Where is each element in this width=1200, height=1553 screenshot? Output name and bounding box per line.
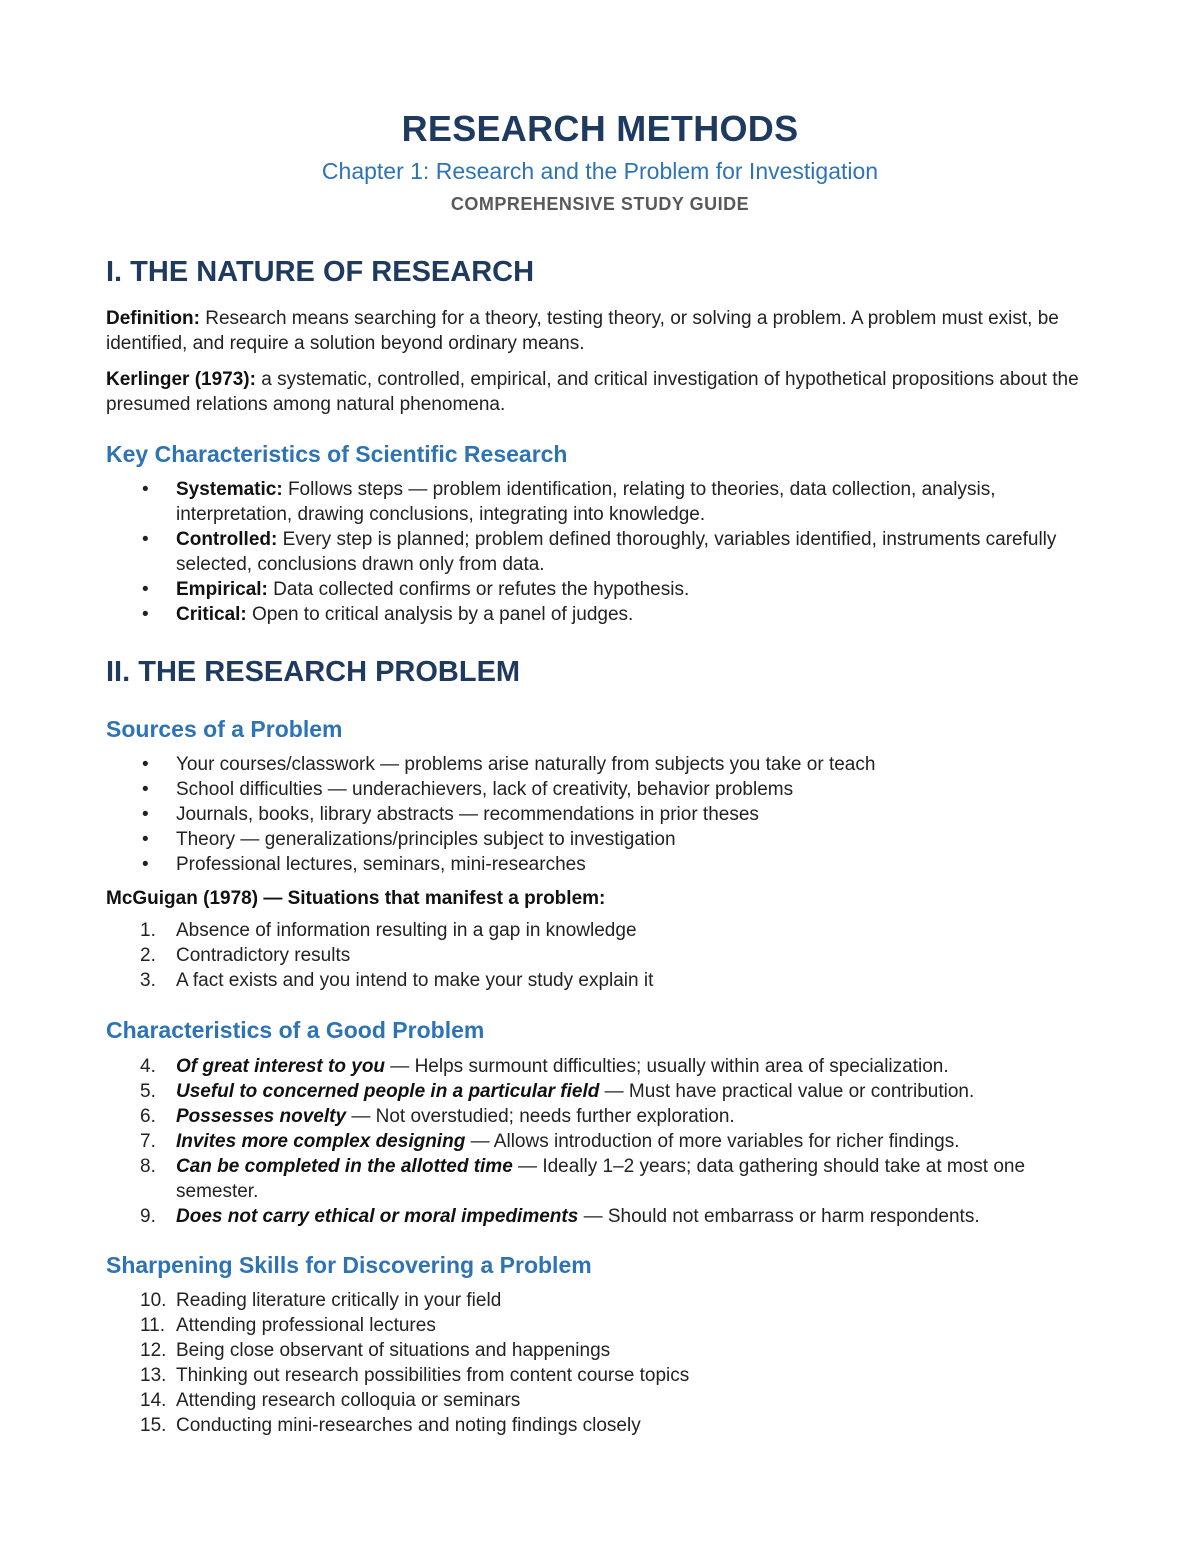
source-text: School difficulties — underachievers, lack of creativity, behavior problems <box>176 779 794 800</box>
term: Does not carry ethical or moral impediments <box>176 1206 579 1227</box>
item-number: 13. <box>140 1365 167 1386</box>
item-text: Attending professional lectures <box>176 1315 436 1336</box>
section-1-heading: I. THE NATURE OF RESEARCH <box>106 256 535 288</box>
list-item <box>106 943 1106 968</box>
list-item <box>106 1154 1106 1204</box>
characteristics-list <box>106 477 1106 627</box>
sources-list <box>106 752 1106 877</box>
guide-label: COMPREHENSIVE STUDY GUIDE <box>450 194 750 214</box>
list-item <box>106 1288 1106 1313</box>
definition-paragraph <box>106 306 1096 356</box>
source-text: Professional lectures, seminars, mini-researches <box>176 854 586 875</box>
list-item <box>106 1338 1106 1363</box>
term: Possesses novelty <box>176 1106 347 1127</box>
item-text: Absence of information resulting in a gap in knowledge <box>176 920 637 941</box>
characteristics-heading: Key Characteristics of Scientific Research <box>106 441 568 467</box>
list-item <box>106 827 1106 852</box>
list-item <box>106 477 1106 527</box>
list-item <box>106 1413 1106 1438</box>
item-number: 1. <box>140 920 156 941</box>
description: — Ideally 1–2 years; data gathering should take at most one semester. <box>176 1156 1026 1202</box>
bullet-icon: • <box>142 529 149 550</box>
item-number: 3. <box>140 970 156 991</box>
term: Invites more complex designing <box>176 1131 466 1152</box>
list-item <box>106 1204 1106 1229</box>
description: — Helps surmount difficulties; usually within area of specialization. <box>385 1056 949 1077</box>
bullet-icon: • <box>142 579 149 600</box>
term: Controlled: <box>176 529 278 550</box>
item-number: 7. <box>140 1131 156 1152</box>
bullet-icon: • <box>142 804 149 825</box>
description: — Must have practical value or contribution. <box>599 1081 975 1102</box>
source-text: Journals, books, library abstracts — recommendations in prior theses <box>176 804 759 825</box>
description: — Not overstudied; needs further exploration. <box>346 1106 735 1127</box>
item-number: 4. <box>140 1056 156 1077</box>
term: Useful to concerned people in a particular field <box>176 1081 600 1102</box>
item-number: 2. <box>140 945 156 966</box>
term: Of great interest to you <box>176 1056 386 1077</box>
list-item <box>106 1054 1106 1079</box>
source-text: Theory — generalizations/principles subject to investigation <box>176 829 676 850</box>
item-number: 5. <box>140 1081 156 1102</box>
bullet-icon: • <box>142 754 149 775</box>
document-title: RESEARCH METHODS <box>401 108 799 149</box>
list-item <box>106 1079 1106 1104</box>
list-item <box>106 918 1106 943</box>
list-item <box>106 602 1106 627</box>
bullet-icon: • <box>142 779 149 800</box>
bullet-icon: • <box>142 829 149 850</box>
term: Can be completed in the allotted time <box>176 1156 513 1177</box>
list-item <box>106 968 1106 993</box>
good-problem-heading: Characteristics of a Good Problem <box>106 1017 485 1043</box>
term: Critical: <box>176 604 247 625</box>
list-item <box>106 1129 1106 1154</box>
term: Systematic: <box>176 479 283 500</box>
list-item <box>106 752 1106 777</box>
item-text: A fact exists and you intend to make your study explain it <box>176 970 654 991</box>
skills-list <box>106 1288 1106 1438</box>
bullet-icon: • <box>142 479 149 500</box>
list-item <box>106 1363 1106 1388</box>
item-text: Conducting mini-researches and noting findings closely <box>176 1415 641 1436</box>
list-item <box>106 1104 1106 1129</box>
bullet-icon: • <box>142 604 149 625</box>
chapter-subtitle: Chapter 1: Research and the Problem for Investigation <box>321 158 879 184</box>
description: Open to critical analysis by a panel of judges. <box>246 604 634 625</box>
good-problem-list <box>106 1054 1106 1229</box>
item-text: Thinking out research possibilities from content course topics <box>176 1365 690 1386</box>
item-number: 14. <box>140 1390 167 1411</box>
list-item <box>106 1388 1106 1413</box>
description: — Should not embarrass or harm respondents. <box>578 1206 980 1227</box>
item-text: Contradictory results <box>176 945 351 966</box>
source-text: Your courses/classwork — problems arise naturally from subjects you take or teach <box>176 754 876 775</box>
list-item <box>106 852 1106 877</box>
kerlinger-paragraph <box>106 367 1096 417</box>
item-number: 9. <box>140 1206 156 1227</box>
mcguigan-label: McGuigan (1978) — Situations that manifest a problem: <box>106 888 606 909</box>
list-item <box>106 802 1106 827</box>
item-text: Being close observant of situations and happenings <box>176 1340 611 1361</box>
term: Empirical: <box>176 579 268 600</box>
kerlinger-text: a systematic, controlled, empirical, and critical investigation of hypothetical propositions about the presumed relations among natural phenomena. <box>106 369 1079 415</box>
skills-heading: Sharpening Skills for Discovering a Problem <box>106 1252 592 1278</box>
list-item <box>106 777 1106 802</box>
section-2-heading: II. THE RESEARCH PROBLEM <box>106 656 521 688</box>
item-number: 12. <box>140 1340 167 1361</box>
item-text: Reading literature critically in your field <box>176 1290 502 1311</box>
description: Every step is planned; problem defined thoroughly, variables identified, instruments carefully selected, conclusions drawn only from data. <box>176 529 1057 575</box>
definition-text: Research means searching for a theory, testing theory, or solving a problem. A problem must exist, be identified, and require a solution beyond ordinary means. <box>106 308 1059 354</box>
item-number: 15. <box>140 1415 167 1436</box>
sources-heading: Sources of a Problem <box>106 716 343 742</box>
definition-label: Definition: <box>106 308 200 329</box>
list-item <box>106 1313 1106 1338</box>
item-number: 11. <box>140 1315 166 1336</box>
description: Follows steps — problem identification, relating to theories, data collection, analysis, interpretation, drawing conclusions, integrating into knowledge. <box>176 479 996 525</box>
bullet-icon: • <box>142 854 149 875</box>
list-item <box>106 527 1106 577</box>
item-number: 6. <box>140 1106 156 1127</box>
list-item <box>106 577 1106 602</box>
kerlinger-label: Kerlinger (1973): <box>106 369 256 390</box>
item-text: Attending research colloquia or seminars <box>176 1390 521 1411</box>
item-number: 8. <box>140 1156 156 1177</box>
item-number: 10. <box>140 1290 167 1311</box>
description: — Allows introduction of more variables for richer findings. <box>465 1131 960 1152</box>
situations-list <box>106 918 1106 993</box>
description: Data collected confirms or refutes the hypothesis. <box>267 579 690 600</box>
